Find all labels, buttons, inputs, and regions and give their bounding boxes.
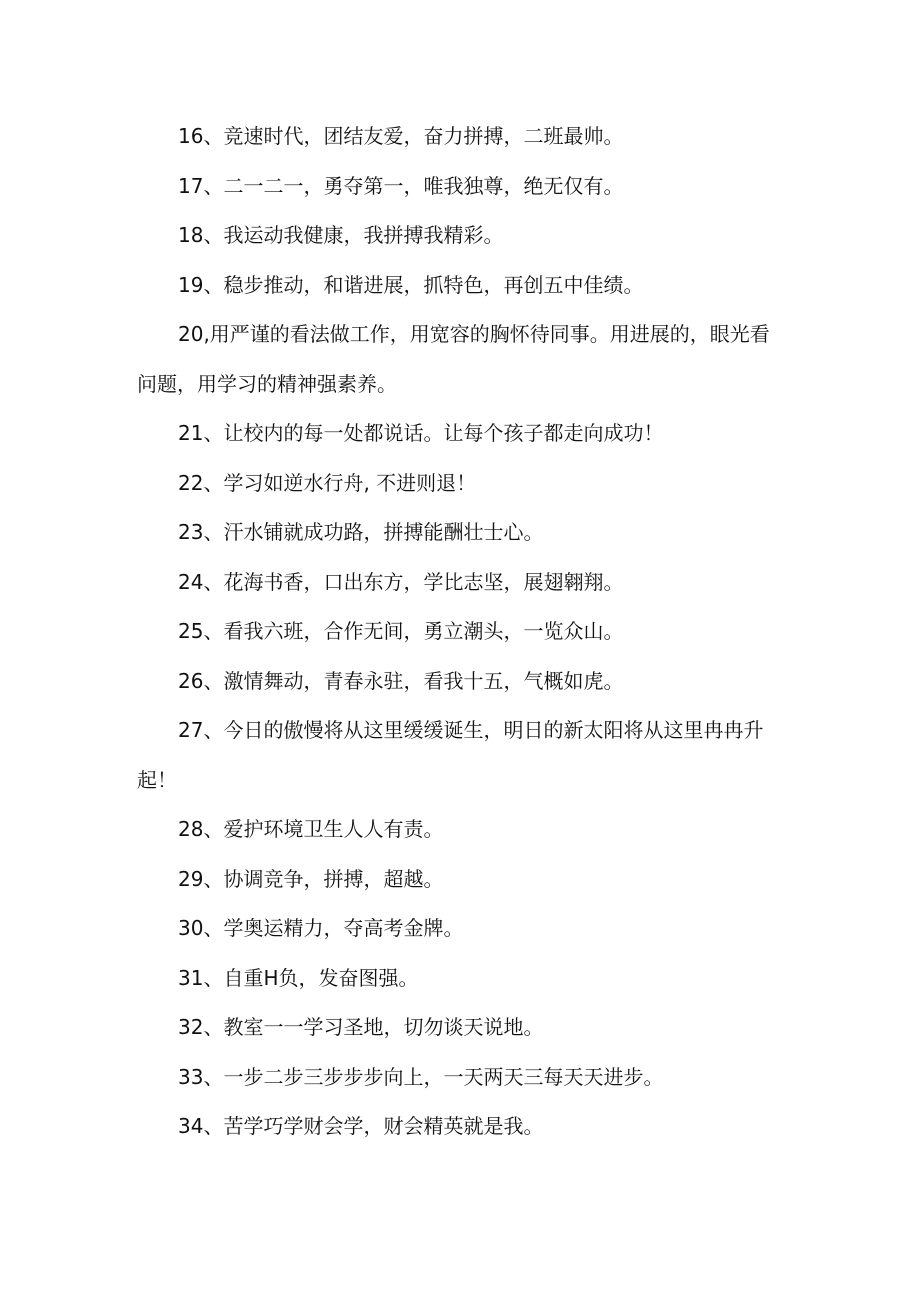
document-body bbox=[137, 112, 777, 1152]
paragraph: 32、教室一一学习圣地，切勿谈天说地。 bbox=[178, 1015, 544, 1039]
paragraph: 34、苦学巧学财会学，财会精英就是我。 bbox=[178, 1114, 544, 1138]
paragraph: 33、一步二步三步步步向上，一天两天三每天天进步。 bbox=[178, 1064, 664, 1089]
paragraph: 20,用严谨的看法做工作，用宽容的胸怀待同事。用进展的，眼光看问题，用学习的精神强素养。 bbox=[137, 322, 770, 396]
paragraph: 26、激情舞动，青春永驻，看我十五，气概如虎。 bbox=[178, 668, 624, 693]
paragraph: 17、二一二一，勇夺第一，唯我独尊，绝无仅有。 bbox=[178, 173, 624, 198]
paragraph: 31、自重H负，发奋图强。 bbox=[178, 965, 419, 990]
paragraph: 23、汗水铺就成功路，拼搏能酬壮士心。 bbox=[178, 520, 544, 544]
paragraph: 18、我运动我健康，我拼搏我精彩。 bbox=[178, 223, 504, 247]
paragraph: 22、学习如逆水行舟, 不进则退！ bbox=[178, 470, 477, 495]
paragraph: 27、今日的傲慢将从这里缓缓诞生，明日的新太阳将从这里冉冉升起！ bbox=[137, 718, 764, 792]
paragraph: 30、学奥运精力，夺高考金牌。 bbox=[178, 916, 464, 940]
paragraph: 25、看我六班，合作无间，勇立潮头，一览众山。 bbox=[178, 619, 624, 643]
paragraph: 28、爱护环境卫生人人有责。 bbox=[178, 817, 444, 841]
paragraph: 19、稳步推动，和谐进展，抓特色，再创五中佳绩。 bbox=[178, 272, 644, 297]
paragraph: 21、让校内的每一处都说话。让每个孩子都走向成功！ bbox=[178, 421, 664, 445]
paragraph: 16、竞速时代，团结友爱，奋力拼搏，二班最帅。 bbox=[178, 124, 624, 148]
paragraph: 29、协调竞争，拼搏，超越。 bbox=[178, 866, 444, 891]
paragraph: 24、花海书香，口出东方，学比志坚，展翅翱翔。 bbox=[178, 569, 624, 594]
